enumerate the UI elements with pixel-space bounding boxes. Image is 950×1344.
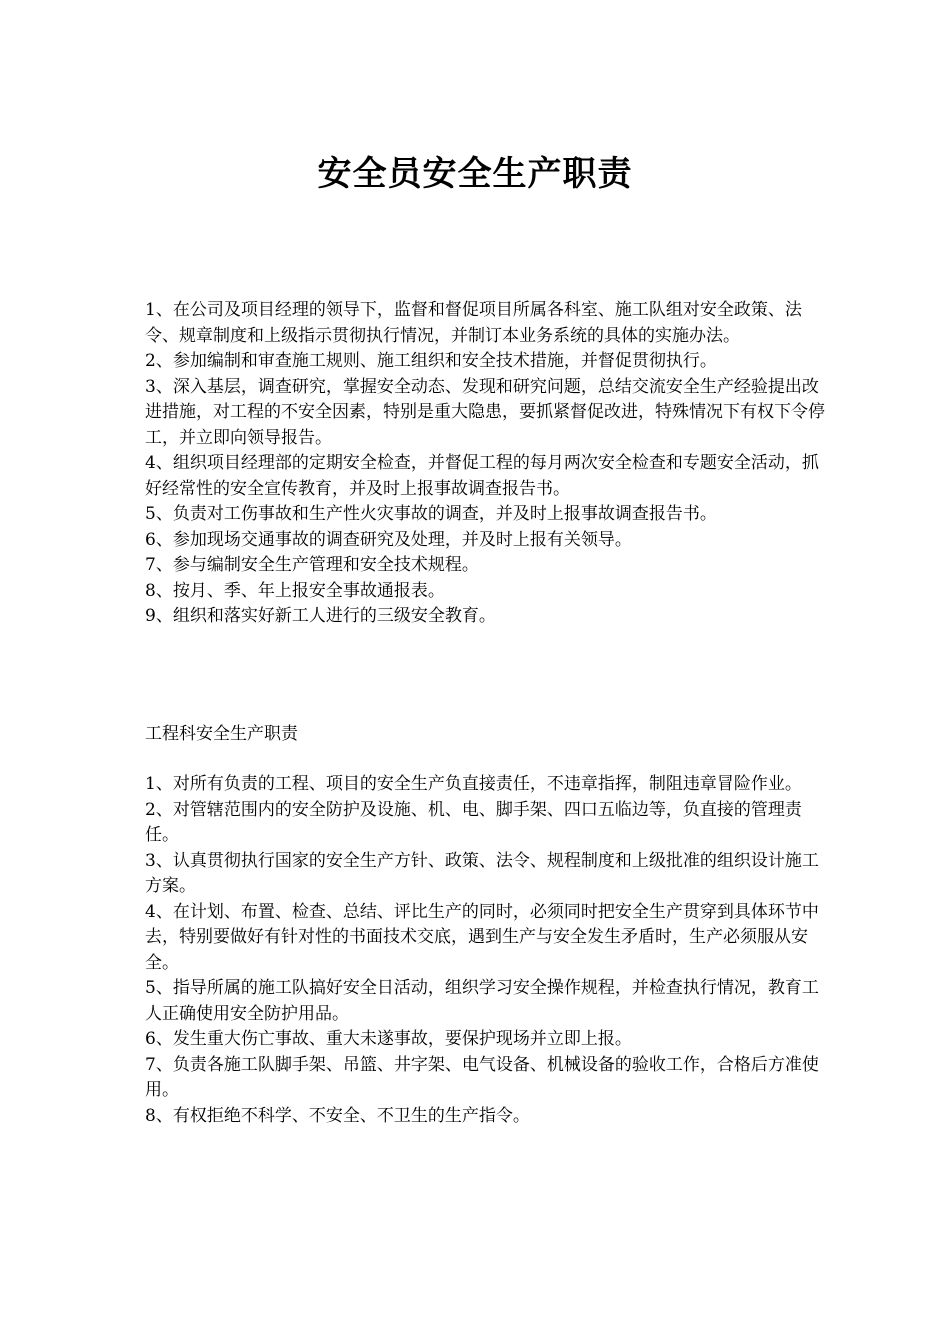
section-heading: 工程科安全生产职责 bbox=[145, 724, 298, 744]
list-item: 5、负责对工伤事故和生产性火灾事故的调查，并及时上报事故调查报告书。 bbox=[145, 504, 717, 524]
list-item: 3、认真贯彻执行国家的安全生产方针、政策、法令、规程制度和上级批准的组织设计施工方案。 bbox=[145, 850, 819, 896]
list-item: 7、参与编制安全生产管理和安全技术规程。 bbox=[145, 555, 479, 575]
list-item: 5、指导所属的施工队搞好安全日活动，组织学习安全操作规程，并检查执行情况，教育工人正确使用安全防护用品。 bbox=[145, 978, 819, 1024]
list-item: 1、对所有负责的工程、项目的安全生产负直接责任，不违章指挥，制阻违章冒险作业。 bbox=[145, 774, 802, 794]
list-item: 8、按月、季、年上报安全事故通报表。 bbox=[145, 580, 445, 601]
section-engineering-dept-duties bbox=[145, 772, 825, 1129]
list-item: 6、参加现场交通事故的调查研究及处理，并及时上报有关领导。 bbox=[145, 529, 632, 550]
list-item: 2、参加编制和审查施工规则、施工组织和安全技术措施，并督促贯彻执行。 bbox=[145, 351, 717, 371]
list-item: 7、负责各施工队脚手架、吊篮、井字架、电气设备、机械设备的验收工作，合格后方准使用。 bbox=[145, 1054, 819, 1100]
list-item: 3、深入基层，调查研究，掌握安全动态、发现和研究问题，总结交流安全生产经验提出改进措施，对工程的不安全因素，特别是重大隐患，要抓紧督促改进，特殊情况下有权下令停工，并立即向领导报告。 bbox=[145, 376, 825, 448]
list-item: 1、在公司及项目经理的领导下，监督和督促项目所属各科室、施工队组对安全政策、法令、规章制度和上级指示贯彻执行情况，并制订本业务系统的具体的实施办法。 bbox=[145, 300, 802, 346]
document-title: 安全员安全生产职责 bbox=[317, 154, 633, 194]
list-item: 4、在计划、布置、检查、总结、评比生产的同时，必须同时把安全生产贯穿到具体环节中去，特别要做好有针对性的书面技术交底，遇到生产与安全发生矛盾时，生产必须服从安全。 bbox=[145, 901, 819, 973]
list-item: 2、对管辖范围内的安全防护及设施、机、电、脚手架、四口五临边等，负直接的管理责任。 bbox=[145, 799, 802, 845]
list-item: 6、发生重大伤亡事故、重大未遂事故，要保护现场并立即上报。 bbox=[145, 1029, 632, 1049]
list-item: 8、有权拒绝不科学、不安全、不卫生的生产指令。 bbox=[145, 1105, 530, 1126]
list-item: 4、组织项目经理部的定期安全检查，并督促工程的每月两次安全检查和专题安全活动，抓好经常性的安全宣传教育，并及时上报事故调查报告书。 bbox=[145, 453, 819, 499]
section-safety-officer-duties bbox=[145, 298, 825, 630]
list-item: 9、组织和落实好新工人进行的三级安全教育。 bbox=[145, 606, 496, 626]
